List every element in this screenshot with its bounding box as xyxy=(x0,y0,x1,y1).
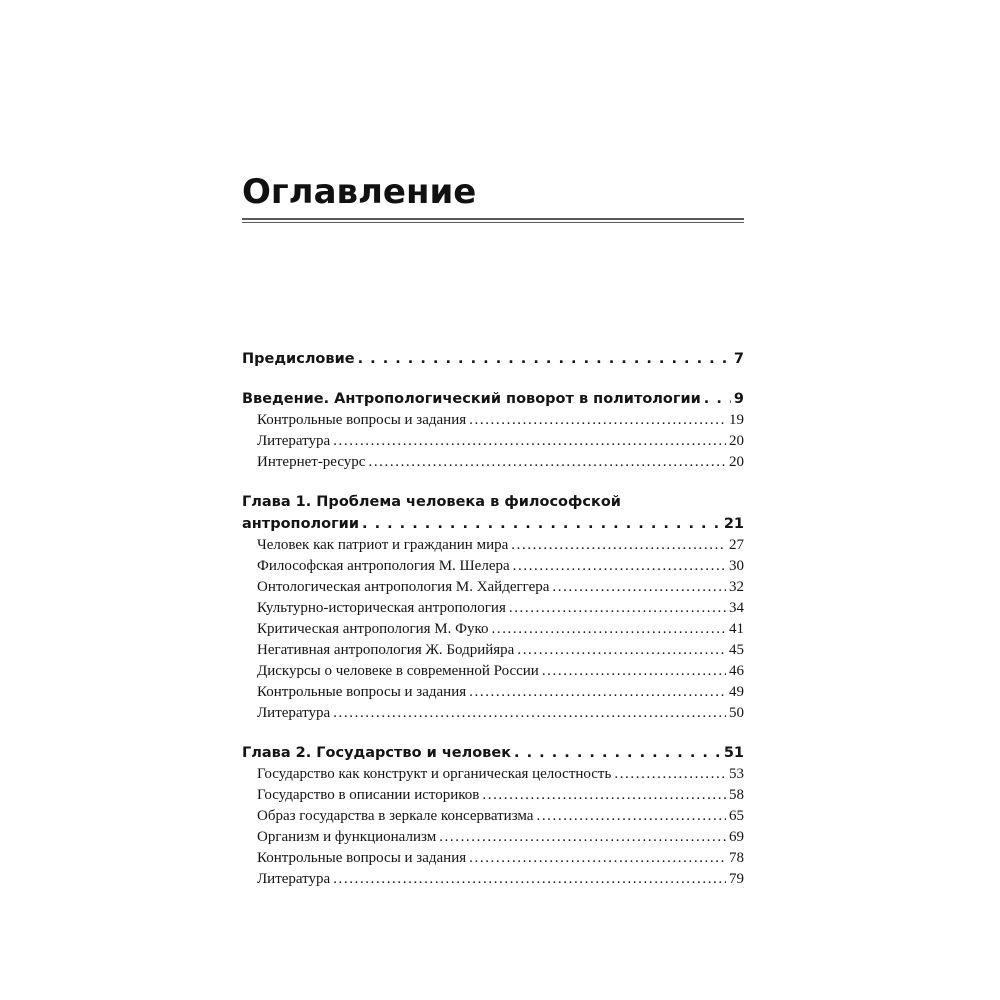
toc-item-page: 50 xyxy=(729,705,744,721)
toc-heading-label: Глава 2. Государство и человек xyxy=(242,745,512,761)
toc-item[interactable] xyxy=(242,806,744,827)
toc-item-page: 79 xyxy=(729,871,744,887)
toc-heading-label: Введение. Антропологический поворот в политологии xyxy=(242,391,701,407)
toc-item[interactable] xyxy=(242,556,744,577)
page-title: Оглавление xyxy=(242,172,477,212)
table-of-contents xyxy=(242,348,744,908)
dot-leader xyxy=(333,869,726,890)
title-rule-thick xyxy=(242,218,744,220)
dot-leader xyxy=(362,513,721,535)
dot-leader xyxy=(511,535,726,556)
toc-item-label: Литература xyxy=(257,433,331,449)
dot-leader xyxy=(542,661,726,682)
toc-item-label: Государство в описании историков xyxy=(257,787,480,803)
toc-item-label: Интернет-ресурс xyxy=(257,454,366,470)
toc-item-page: 69 xyxy=(729,829,744,845)
toc-item-label: Философская антропология М. Шелера xyxy=(257,558,510,574)
dot-leader xyxy=(614,764,726,785)
toc-heading-page: 9 xyxy=(733,391,744,407)
dot-leader xyxy=(517,640,726,661)
toc-heading-label: антропологии xyxy=(242,516,360,532)
toc-item-page: 34 xyxy=(729,600,744,616)
dot-leader xyxy=(552,577,726,598)
toc-item[interactable] xyxy=(242,848,744,869)
toc-item-page: 30 xyxy=(729,558,744,574)
dot-leader xyxy=(509,598,726,619)
toc-item-label: Культурно-историческая антропология xyxy=(257,600,506,616)
toc-item[interactable] xyxy=(242,661,744,682)
dot-leader xyxy=(469,682,726,703)
toc-item-page: 20 xyxy=(729,454,744,470)
toc-heading-label: Предисловие xyxy=(242,351,355,367)
toc-item[interactable] xyxy=(242,703,744,724)
toc-item[interactable] xyxy=(242,640,744,661)
toc-heading-label-line1: Глава 1. Проблема человека в философской xyxy=(242,494,621,510)
dot-leader xyxy=(469,410,726,431)
toc-heading[interactable] xyxy=(242,742,744,764)
toc-item[interactable] xyxy=(242,598,744,619)
dot-leader xyxy=(333,431,726,452)
toc-item[interactable] xyxy=(242,764,744,785)
toc-item-page: 41 xyxy=(729,621,744,637)
dot-leader xyxy=(469,848,726,869)
toc-item-label: Государство как конструкт и органическая целостность xyxy=(257,766,612,782)
toc-item[interactable] xyxy=(242,619,744,640)
toc-heading-page: 21 xyxy=(723,516,744,532)
toc-heading-page: 7 xyxy=(733,351,744,367)
toc-item[interactable] xyxy=(242,577,744,598)
toc-item-label: Человек как патриот и гражданин мира xyxy=(257,537,509,553)
dot-leader xyxy=(704,388,731,410)
dot-leader xyxy=(439,827,726,848)
toc-item[interactable] xyxy=(242,452,744,473)
toc-item[interactable] xyxy=(242,869,744,890)
toc-heading[interactable] xyxy=(242,348,744,370)
toc-item-label: Образ государства в зеркале консерватизма xyxy=(257,808,534,824)
toc-section-preface xyxy=(242,348,744,370)
toc-heading[interactable] xyxy=(242,388,744,410)
toc-item-page: 78 xyxy=(729,850,744,866)
toc-item-label: Онтологическая антропология М. Хайдеггера xyxy=(257,579,550,595)
toc-item-page: 46 xyxy=(729,663,744,679)
toc-item-label: Организм и функционализм xyxy=(257,829,437,845)
toc-item-page: 27 xyxy=(729,537,744,553)
toc-item-label: Критическая антропология М. Фуко xyxy=(257,621,489,637)
dot-leader xyxy=(536,806,726,827)
toc-item[interactable] xyxy=(242,785,744,806)
toc-item-page: 32 xyxy=(729,579,744,595)
toc-item-page: 58 xyxy=(729,787,744,803)
toc-item-page: 53 xyxy=(729,766,744,782)
toc-item-label: Контрольные вопросы и задания xyxy=(257,850,467,866)
toc-item[interactable] xyxy=(242,410,744,431)
toc-item-page: 65 xyxy=(729,808,744,824)
toc-item-label: Литература xyxy=(257,871,331,887)
toc-item-label: Дискурсы о человеке в современной России xyxy=(257,663,539,679)
toc-item[interactable] xyxy=(242,827,744,848)
toc-heading-page: 51 xyxy=(723,745,744,761)
toc-item-page: 49 xyxy=(729,684,744,700)
title-rule-thin xyxy=(242,222,744,223)
toc-item-page: 45 xyxy=(729,642,744,658)
dot-leader xyxy=(333,703,726,724)
toc-item[interactable] xyxy=(242,431,744,452)
toc-item-page: 20 xyxy=(729,433,744,449)
toc-item-label: Литература xyxy=(257,705,331,721)
dot-leader xyxy=(514,742,721,764)
toc-item-label: Контрольные вопросы и задания xyxy=(257,684,467,700)
toc-item-page: 19 xyxy=(729,412,744,428)
toc-section-chapter-2 xyxy=(242,742,744,890)
toc-item[interactable] xyxy=(242,535,744,556)
toc-item-label: Негативная антропология Ж. Бодрийяра xyxy=(257,642,515,658)
dot-leader xyxy=(368,452,726,473)
toc-item[interactable] xyxy=(242,682,744,703)
dot-leader xyxy=(492,619,727,640)
toc-heading[interactable] xyxy=(242,513,744,535)
dot-leader xyxy=(358,348,731,370)
dot-leader xyxy=(513,556,726,577)
toc-section-introduction xyxy=(242,388,744,473)
toc-section-chapter-1 xyxy=(242,491,744,724)
toc-heading-line1[interactable] xyxy=(242,491,744,513)
dot-leader xyxy=(482,785,726,806)
toc-item-label: Контрольные вопросы и задания xyxy=(257,412,467,428)
